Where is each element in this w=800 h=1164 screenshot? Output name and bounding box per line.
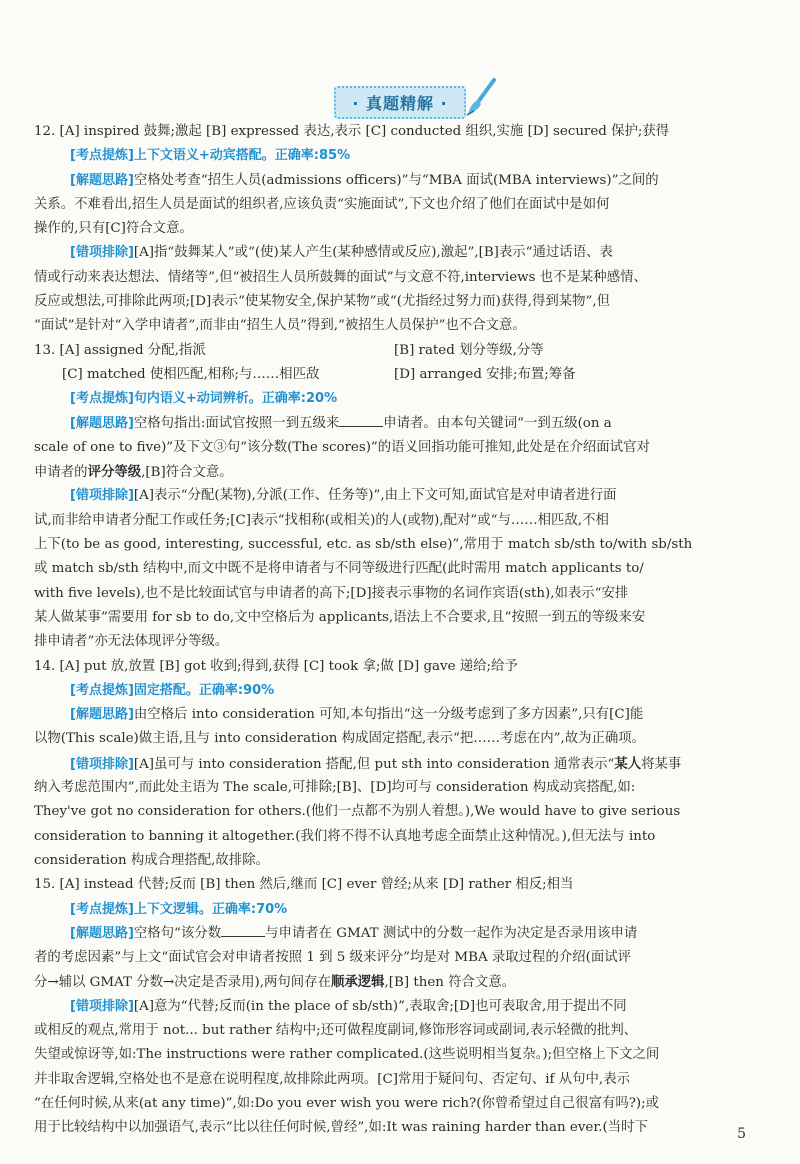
q15-idea-bold: 顺承逻辑 [330,974,385,991]
q13-option-d: [D] arranged 安排;布置;筹备 [394,366,576,382]
q12-idea-line: 关系。不难看出,招生人员是面试的组织者,应该负责“实施面试”,下文也介绍了他们在面试中是如何 [34,196,610,212]
q12-point-tag: [考点提炼] [70,148,134,164]
q12-elim-text: [A]指“鼓舞某人”或“(使)某人产生(某种感情或反应),激起”,[B]表示“通过话语、表 [133,245,613,261]
q13-idea-line [34,412,762,436]
answer-explanations [34,120,762,1140]
q14-elim-tag: [错项排除] [70,756,134,772]
q13-elim-line: 试,而非给申请者分配工作或任务;[C]表示“找相称(或相关)的人(或物),配对”或“与……相匹敌,不相 [34,512,609,528]
q13-option-b: [B] rated 划分等级,分等 [394,342,544,358]
q13-elim-line: 上下(to be as good, interesting, successful, etc. as sb/sth else)”,常用于 match sb/sth to/with sb/sth [34,537,693,553]
q13-point [34,387,762,411]
q13-elim-line [34,484,762,508]
q14-point-tag: [考点提炼] [70,682,134,698]
q12-idea-text: 空格处考查“招生人员(admissions officers)”与“MBA 面试(MBA interviews)”之间的 [133,172,659,188]
q15-options: 15. [A] instead 代替;反而 [B] then 然后,继而 [C] ever 曾经;从来 [D] rather 相反;相当 [34,877,574,893]
q12-elim-line: 情或行动来表达想法、情绪等”,但“被招生人员所鼓舞的面试”与文意不符,interviews 也不是某种感情、 [34,269,647,285]
q13-point-tag: [考点提炼] [70,391,134,407]
q13-idea-text: 申请者。由本句关键词“一到五级(on a [383,415,612,431]
q13-idea-line: scale of one to five)”及下文③句“该分数(The scores)”的语义回指功能可推知,此处是在介绍面试官对 [34,439,650,455]
q13-elim-text: [A]表示“分配(某物),分派(工作、任务等)”,由上下文可知,面试官是对申请者进行面 [133,488,617,504]
answer-blank [339,412,383,427]
q15-elim-line: 或相反的观点,常用于 not... but rather 结构中;还可做程度副词,修饰形容词或副词,表示轻微的批判、 [34,1022,638,1038]
q13-idea-text: 申请者的 [34,465,88,481]
q13-idea-tag: [解题思路] [70,415,134,431]
q15-elim-line: 并非取舍逻辑,空格处也不是意在说明程度,故排除此两项。[C]常用于疑问句、否定句、if 从句中,表示 [34,1071,630,1087]
q14-elim-line: 纳入考虑范围内”,而此处主语为 The scale,可排除;[B]、[D]均可与 consideration 构成动宾搭配,如: [34,780,636,796]
q14-elim-text: 将某事 [641,756,682,772]
q13-option-c: [C] matched 使相匹配,相称;与……相匹敌 [62,366,320,382]
page-number: 5 [737,1126,746,1142]
q12-options: 12. [A] inspired 鼓舞;激起 [B] expressed 表达,表示 [C] conducted 组织,实施 [D] secured 保护;获得 [34,124,670,139]
q14-elim-line [34,752,762,776]
q15-idea-text: ,[B] then 符合文意。 [384,975,516,991]
q13-idea-text: 空格句指出:面试官按照一到五级来 [133,415,340,431]
q15-elim-line: “在任何时候,从来(at any time)”,如:Do you ever wish you were rich?(你曾希望过自己很富有吗?);或 [34,1095,660,1111]
q15-idea-text: 与申请者在 GMAT 测试中的分数一起作为决定是否录用该申请 [265,925,638,941]
answer-blank [221,922,265,937]
q12-elim-line [34,241,762,265]
q15-idea-line: 者的考虑因素”与上文“面试官会对申请者按照 1 到 5 级来评分”均是对 MBA 录取过程的介绍(面试评 [34,950,632,966]
brush-icon [464,78,498,116]
q13-elim-line: 排申请者”亦无法体现评分等级。 [34,634,229,650]
q14-elim-line: consideration 构成合理搭配,故排除。 [34,852,269,868]
section-title-badge [334,86,465,119]
q12-point [34,144,762,168]
q13-elim-line: with five levels),也不是比较面试官与申请者的高下;[D]接表示事物的名词作宾语(sth),如表示“安排 [34,585,629,601]
q15-elim-line: 失望或惊讶等,如:The instructions were rather complicated.(这些说明相当复杂。);但空格上下文之间 [34,1047,660,1063]
q14-elim-line: They've got no consideration for others.(他们一点都不为别人着想。),We would have to give serious [34,804,681,820]
q13-idea-text: ,[B]符合文意。 [141,465,233,481]
q12-elim-tag: [错项排除] [70,245,134,261]
q15-elim-line [34,995,762,1019]
q13-elim-line: 或 match sb/sth 结构中,而文中既不是将申请者与不同等级进行匹配(此时需用 match applicants to/ [34,561,644,577]
q12-elim-line: 反应或想法,可排除此两项;[D]表示“使某物安全,保护某物”或“(尤指经过努力而)获得,得到某物”,但 [34,294,611,310]
q15-elim-text: [A]意为“代替;反而(in the place of sb/sth)”,表取舍;[D]也可表取舍,用于提出不同 [133,998,627,1014]
q14-elim-bold: 某人 [614,755,642,772]
section-title: · 真题精解 · [352,94,448,113]
q13-option-a: 13. [A] assigned 分配,指派 [34,342,206,358]
section-header [0,86,800,119]
q12-point-text: 上下文语义+动宾搭配。正确率:85% [133,148,351,164]
q15-idea-text: 分→辅以 GMAT 分数→决定是否录用),两句间存在 [34,975,331,991]
q14-point [34,679,762,703]
q14-options: 14. [A] put 放,放置 [B] got 收到;得到,获得 [C] took 拿;做 [D] gave 递给;给予 [34,658,518,674]
q14-elim-line: consideration to banning it altogether.(我们将不得不认真地考虑全面禁止这种情况。),但无法与 into [34,828,656,844]
q14-point-text: 固定搭配。正确率:90% [133,682,275,698]
q14-idea-line [34,703,762,727]
q13-elim-line: 某人做某事”需要用 for sb to do,文中空格后为 applicants,语法上不合要求,且“按照一到五的等级来安 [34,609,646,625]
q15-idea-tag: [解题思路] [70,925,134,941]
q13-options-row [34,339,762,363]
q13-point-text: 句内语义+动词辨析。正确率:20% [133,391,338,407]
q14-idea-text: 由空格后 into consideration 可知,本句指出“这一分级考虑到了多方因素”,只有[C]能 [133,707,644,723]
q15-elim-line: 用于比较结构中以加强语气,表示“比以往任何时候,曾经”,如:It was raining harder than ever.(当时下 [34,1120,648,1136]
q15-point-text: 上下文逻辑。正确率:70% [133,901,288,917]
q12-idea-line: 操作的,只有[C]符合文意。 [34,221,193,237]
q14-idea-line: 以物(This scale)做主语,且与 into consideration 构成固定搭配,表示“把……考虑在内”,故为正确项。 [34,731,646,747]
q12-idea-tag: [解题思路] [70,172,134,188]
q13-elim-tag: [错项排除] [70,488,134,504]
q12-idea-line [34,169,762,193]
q12-elim-line: “面试”是针对“入学申请者”,而非由“招生人员”得到,“被招生人员保护”也不合文意。 [34,318,526,334]
q15-point [34,898,762,922]
q15-idea-line [34,970,762,994]
q14-idea-tag: [解题思路] [70,707,134,723]
q15-elim-tag: [错项排除] [70,998,134,1014]
q15-point-tag: [考点提炼] [70,901,134,917]
q15-idea-text: 空格句“该分数 [133,925,222,941]
q14-elim-text: [A]虽可与 into consideration 搭配,但 put sth into consideration 通常表示“ [133,756,615,772]
q13-idea-bold: 评分等级 [87,464,142,481]
q15-idea-line [34,922,762,946]
q13-idea-line [34,460,762,484]
q13-options-row [34,363,762,387]
